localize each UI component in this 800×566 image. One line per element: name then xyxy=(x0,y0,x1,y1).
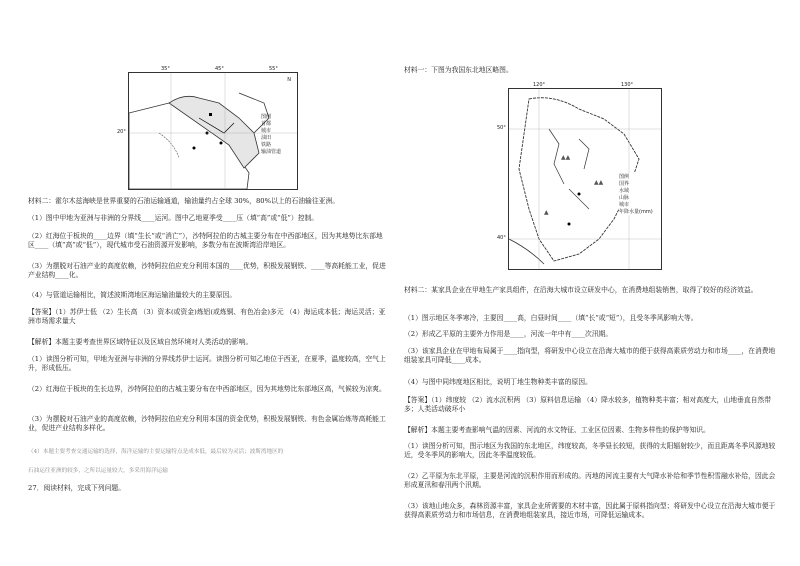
analysis-2: （2）红海位于板块的生长边界，沙特阿拉伯的古城主要分布在中西部地区，因为其地势比东部地区高，气候较为凉爽。 xyxy=(28,385,386,393)
map2-label-40: 40° xyxy=(497,235,506,241)
svg-text:▲▲: ▲▲ xyxy=(561,154,571,161)
svg-text:▲: ▲ xyxy=(544,209,549,216)
svg-text:▲▲: ▲▲ xyxy=(594,179,604,186)
map2-legend-border: 国界 xyxy=(619,181,630,187)
map1-label-35: 35° xyxy=(161,66,170,72)
map2-legend-city: 城市 xyxy=(619,202,630,208)
analysis-r3: （3）该地山地众多，森林资源丰富，家具企业所需要的木材丰富，因此属于原料指向型；将研发中心设立在沿海大城市便于获得高素质劳动力和市场信息，在消费地组装家具，接近市场，可降低运输成本。 xyxy=(404,502,776,519)
question-r3: （3）该家具企业在甲地布局属于____指向型，将研发中心设立在沿海大城市的便于获得高素质劳动力和市场____，在消费地组装家具可降低____成本。 xyxy=(404,347,776,364)
question-r4: （4）与图中同纬度地区相比，说明丁地生物种类丰富的原因。 xyxy=(404,378,592,386)
map1-legend-railway: 铁路 xyxy=(261,142,272,148)
map1-legend-title: 图例 xyxy=(261,114,272,120)
map2-legend xyxy=(619,173,659,215)
map1-legend-city: 城市 xyxy=(261,128,272,134)
analysis-1: （1）读图分析可知，甲地为亚洲与非洲的分界线苏伊士运河。读图分析可知乙地位于西亚，在夏季，温度较高，空气上升，形成低压。 xyxy=(28,355,386,372)
material-2-text-right: 材料二：某家具企业在甲地生产家具组件，在沿海大城市设立研发中心，在消费地组装销售，取得了较好的经济效益。 xyxy=(404,286,758,294)
map1-compass-icon: N xyxy=(287,77,291,83)
analysis-right-intro: 【解析】本题主要考查影响气温的因素、河流的水文特征、工业区位因素、生物多样性的保护等知识。 xyxy=(404,426,710,434)
analysis-4-line2: 石油运往亚洲的较多，之所以运量较大，多采用海洋运输 xyxy=(28,468,168,474)
answer: 【答案】（1）苏伊士低 （2）生长高 （3）资本(或资金)炼铝(或炼铜、有色冶金)多元 （4）海运成本低；海运灵活；亚洲市场需求量大 xyxy=(28,308,386,325)
question-r2: （2）形成乙平原的主要外力作用是____，河流一年中有____次汛期。 xyxy=(404,330,613,338)
answer-right: 【答案】（1）纬度较 （2）流水沉积两 （3）原料信息运输 （4）降水较多，植物种类丰富；相对高度大，山地垂直自然带多；人类活动破坏小 xyxy=(404,396,772,413)
map2-label-50: 50° xyxy=(497,125,506,131)
analysis-r2: （2）乙平原为东北平原，主要是河流的沉积作用而形成的。丙地的河流主要有大气降水补给和季节性积雪融水补给，因此会形成夏汛和春汛两个汛期。 xyxy=(404,472,776,489)
map2-legend-title: 图例 xyxy=(619,174,630,180)
middle-east-map xyxy=(117,66,298,190)
map2-label-120: 120° xyxy=(533,82,546,88)
map1-legend xyxy=(261,113,295,155)
map1-label-55: 55° xyxy=(269,66,278,72)
material-2-text: 材料二：霍尔木兹海峡是世界重要的石油运输通道，输油量约占全球 30%，80%以上的石油输往亚洲。 xyxy=(28,197,340,205)
analysis-intro: 【解析】本题主要考查世界区域特征以及区域自然环境对人类活动的影响。 xyxy=(28,338,253,346)
question-2: （2）红海位于板块的____边界（填“生长”或“消亡”），沙特阿拉伯的古城主要分布在中西部地区，因为其地势比东部地区____（填“高”或“低”），现代城市受石油资源开发影响，多数分布在波斯湾沿岸地区。 xyxy=(28,232,383,249)
map2-legend-precip: 年降水量(mm) xyxy=(619,209,653,215)
map1-legend-pipeline: 输油管道 xyxy=(261,149,282,155)
question-1: （1）图中甲地为亚洲与非洲的分界线____运河。图中乙地夏季受____压（填“高”或“低”）控制。 xyxy=(28,214,319,222)
map1-label-45: 45° xyxy=(215,66,224,72)
analysis-3: （3）为摆脱对石油产业的高度依赖，沙特阿拉伯应充分利用本国的资金优势，积极发展钢铁、有色金属冶炼等高耗能工业，促进产业结构多样化。 xyxy=(28,415,386,432)
map1-label-20: 20° xyxy=(117,129,126,135)
question-3: （3）为摆脱对石油产业的高度依赖，沙特阿拉伯应充分利用本国的____优势，积极发展钢铁、____等高耗能工业，促进产业结构____化。 xyxy=(28,262,386,279)
map2-legend-water: 水域 xyxy=(619,188,630,194)
map2-legend-mountain: 山脉 xyxy=(619,195,630,201)
map1-legend-oilfield: 油田 xyxy=(261,135,272,141)
question-r1: （1）图示地区冬季寒冷，主要因____高，白昼时间____（填“长”或“短”），且受冬季风影响大等。 xyxy=(404,314,698,322)
analysis-r1: （1）读图分析可知，图示地区为我国的东北地区，纬度较高，冬季昼长较短，获得的太阳辐射较少，而且距离冬季风源地较近，受冬季风的影响大，因此冬季温度较低。 xyxy=(404,442,776,459)
material-1-intro: 材料一：下图为我国东北地区略图。 xyxy=(404,66,513,74)
analysis-4-line1: （4）本题主要考查交通运输的选择，海洋运输的主要运输特点是成本低，最后较为灵活；波斯湾地区的 xyxy=(28,449,284,455)
question-4: （4）与管道运输相比，简述波斯湾地区海运输油量较大的主要原因。 xyxy=(28,291,237,299)
northeast-china-map xyxy=(497,82,662,270)
map2-label-130: 130° xyxy=(621,82,634,88)
question-27: 27．阅读材料，完成下列问题。 xyxy=(28,484,126,492)
map1-legend-capital: 首都 xyxy=(261,121,272,127)
